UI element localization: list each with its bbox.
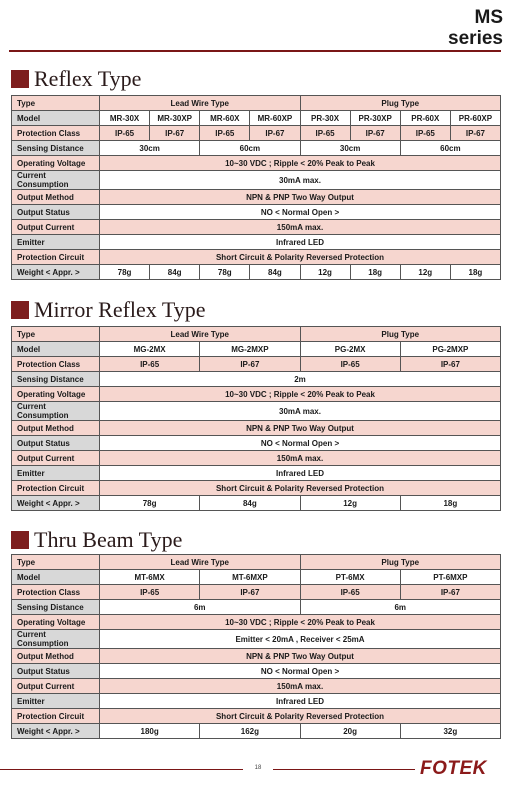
sensing-cell: 60cm	[400, 141, 500, 156]
table-row	[12, 664, 501, 679]
table-row	[12, 205, 501, 220]
row-label: Type	[12, 327, 100, 342]
series-code: MS	[474, 7, 503, 28]
table-row	[12, 570, 501, 585]
type-plug: Plug Type	[300, 96, 501, 111]
row-label: Weight < Appr. >	[12, 265, 100, 280]
model-cell: MG-2MXP	[200, 342, 300, 357]
row-label: Current Consumption	[12, 630, 100, 649]
row-label: Protection Circuit	[12, 481, 100, 496]
row-label: Operating Voltage	[12, 387, 100, 402]
type-plug: Plug Type	[300, 327, 501, 342]
table-row	[12, 451, 501, 466]
model-cell: PR-30X	[300, 111, 350, 126]
value-cell: 150mA max.	[100, 451, 501, 466]
model-cell: MR-60XP	[250, 111, 300, 126]
weight-cell: 162g	[200, 724, 300, 739]
table-row	[12, 649, 501, 664]
value-cell: Emitter < 20mA , Receiver < 25mA	[100, 630, 501, 649]
section-heading: Thru Beam Type	[34, 527, 183, 552]
protection-cell: IP-65	[300, 357, 400, 372]
row-label: Output Method	[12, 190, 100, 205]
protection-cell: IP-67	[200, 357, 300, 372]
weight-cell: 18g	[400, 496, 500, 511]
table-row	[12, 481, 501, 496]
weight-cell: 78g	[200, 265, 250, 280]
weight-cell: 18g	[350, 265, 400, 280]
protection-cell: IP-67	[400, 357, 500, 372]
table-row	[12, 555, 501, 570]
value-cell: Short Circuit & Polarity Reversed Protection	[100, 481, 501, 496]
type-plug: Plug Type	[300, 555, 501, 570]
value-cell: NO < Normal Open >	[100, 664, 501, 679]
row-label: Sensing Distance	[12, 141, 100, 156]
table-row	[12, 436, 501, 451]
value-cell: Infrared LED	[100, 466, 501, 481]
protection-cell: IP-67	[200, 585, 300, 600]
value-cell: Short Circuit & Polarity Reversed Protection	[100, 709, 501, 724]
row-label: Current Consumption	[12, 171, 100, 190]
table-row	[12, 342, 501, 357]
protection-cell: IP-65	[100, 357, 200, 372]
table-row	[12, 327, 501, 342]
spec-table-mirror-reflex	[11, 326, 501, 511]
table-row	[12, 265, 501, 280]
row-label: Emitter	[12, 235, 100, 250]
table-row	[12, 372, 501, 387]
weight-cell: 12g	[300, 496, 400, 511]
row-label: Output Status	[12, 436, 100, 451]
series-word: series	[448, 28, 503, 49]
table-row	[12, 421, 501, 436]
footer-divider-right	[273, 769, 415, 770]
weight-cell: 18g	[450, 265, 500, 280]
protection-cell: IP-65	[100, 585, 200, 600]
row-label: Protection Class	[12, 357, 100, 372]
table-row	[12, 156, 501, 171]
weight-cell: 78g	[100, 496, 200, 511]
model-cell: PR-30XP	[350, 111, 400, 126]
row-label: Output Current	[12, 451, 100, 466]
protection-cell: IP-67	[250, 126, 300, 141]
model-cell: MG-2MX	[100, 342, 200, 357]
value-cell: 30mA max.	[100, 402, 501, 421]
sensing-cell: 6m	[100, 600, 301, 615]
table-row	[12, 141, 501, 156]
row-label: Model	[12, 570, 100, 585]
row-label: Protection Class	[12, 126, 100, 141]
table-row	[12, 387, 501, 402]
model-cell: MR-30X	[100, 111, 150, 126]
row-label: Protection Circuit	[12, 709, 100, 724]
weight-cell: 180g	[100, 724, 200, 739]
row-label: Emitter	[12, 466, 100, 481]
table-row	[12, 585, 501, 600]
table-row	[12, 220, 501, 235]
spec-table-reflex	[11, 95, 501, 280]
value-cell: Short Circuit & Polarity Reversed Protection	[100, 250, 501, 265]
model-cell: PR-60XP	[450, 111, 500, 126]
row-label: Output Status	[12, 205, 100, 220]
table-row	[12, 709, 501, 724]
model-cell: PT-6MX	[300, 570, 400, 585]
row-label: Operating Voltage	[12, 615, 100, 630]
row-label: Output Status	[12, 664, 100, 679]
weight-cell: 12g	[300, 265, 350, 280]
table-row	[12, 250, 501, 265]
sensing-cell: 6m	[300, 600, 501, 615]
value-cell: 150mA max.	[100, 220, 501, 235]
section-heading: Reflex Type	[34, 66, 142, 91]
value-cell: 30mA max.	[100, 171, 501, 190]
row-label: Output Method	[12, 649, 100, 664]
model-cell: MT-6MXP	[200, 570, 300, 585]
model-cell: PG-2MX	[300, 342, 400, 357]
row-label: Type	[12, 555, 100, 570]
row-label: Protection Class	[12, 585, 100, 600]
type-lead: Lead Wire Type	[100, 96, 301, 111]
row-label: Output Method	[12, 421, 100, 436]
row-label: Model	[12, 342, 100, 357]
value-cell: Infrared LED	[100, 235, 501, 250]
table-row	[12, 96, 501, 111]
row-label: Sensing Distance	[12, 600, 100, 615]
table-row	[12, 190, 501, 205]
model-cell: MR-30XP	[150, 111, 200, 126]
table-row	[12, 466, 501, 481]
protection-cell: IP-65	[100, 126, 150, 141]
model-cell: PR-60X	[400, 111, 450, 126]
title-square-icon	[11, 301, 29, 319]
series-header	[448, 8, 503, 48]
weight-cell: 84g	[250, 265, 300, 280]
sensing-cell: 30cm	[100, 141, 200, 156]
title-square-icon	[11, 531, 29, 549]
row-label: Sensing Distance	[12, 372, 100, 387]
protection-cell: IP-65	[200, 126, 250, 141]
row-label: Protection Circuit	[12, 250, 100, 265]
protection-cell: IP-67	[450, 126, 500, 141]
fotek-logo: FOTEK	[420, 758, 487, 779]
model-cell: MR-60X	[200, 111, 250, 126]
row-label: Type	[12, 96, 100, 111]
protection-cell: IP-67	[150, 126, 200, 141]
table-row	[12, 126, 501, 141]
row-label: Weight < Appr. >	[12, 724, 100, 739]
table-row	[12, 171, 501, 190]
section-title-mirror-reflex	[11, 297, 206, 323]
value-cell: NPN & PNP Two Way Output	[100, 649, 501, 664]
table-row	[12, 600, 501, 615]
weight-cell: 32g	[400, 724, 500, 739]
value-cell: NO < Normal Open >	[100, 205, 501, 220]
type-lead: Lead Wire Type	[100, 555, 301, 570]
page-number: 18	[254, 765, 262, 771]
sensing-cell: 60cm	[200, 141, 300, 156]
row-label: Model	[12, 111, 100, 126]
value-cell: NO < Normal Open >	[100, 436, 501, 451]
footer-divider-left	[0, 769, 243, 770]
protection-cell: IP-67	[350, 126, 400, 141]
model-cell: PG-2MXP	[400, 342, 500, 357]
table-row	[12, 724, 501, 739]
header-divider	[9, 50, 501, 52]
table-row	[12, 679, 501, 694]
weight-cell: 84g	[200, 496, 300, 511]
value-cell: 10~30 VDC ; Ripple < 20% Peak to Peak	[100, 615, 501, 630]
value-cell: NPN & PNP Two Way Output	[100, 421, 501, 436]
type-lead: Lead Wire Type	[100, 327, 301, 342]
sensing-cell: 30cm	[300, 141, 400, 156]
table-row	[12, 235, 501, 250]
spec-table-thru-beam	[11, 554, 501, 739]
table-row	[12, 402, 501, 421]
table-row	[12, 630, 501, 649]
value-cell: 10~30 VDC ; Ripple < 20% Peak to Peak	[100, 387, 501, 402]
table-row	[12, 496, 501, 511]
title-square-icon	[11, 70, 29, 88]
protection-cell: IP-65	[300, 585, 400, 600]
model-cell: PT-6MXP	[400, 570, 500, 585]
section-heading: Mirror Reflex Type	[34, 297, 206, 322]
row-label: Output Current	[12, 679, 100, 694]
row-label: Weight < Appr. >	[12, 496, 100, 511]
row-label: Emitter	[12, 694, 100, 709]
row-label: Operating Voltage	[12, 156, 100, 171]
table-row	[12, 111, 501, 126]
model-cell: MT-6MX	[100, 570, 200, 585]
protection-cell: IP-65	[400, 126, 450, 141]
weight-cell: 12g	[400, 265, 450, 280]
value-cell: NPN & PNP Two Way Output	[100, 190, 501, 205]
weight-cell: 20g	[300, 724, 400, 739]
weight-cell: 84g	[150, 265, 200, 280]
value-cell: 150mA max.	[100, 679, 501, 694]
weight-cell: 78g	[100, 265, 150, 280]
row-label: Current Consumption	[12, 402, 100, 421]
table-row	[12, 615, 501, 630]
protection-cell: IP-65	[300, 126, 350, 141]
section-title-thru-beam	[11, 527, 182, 553]
value-cell: Infrared LED	[100, 694, 501, 709]
section-title-reflex	[11, 66, 141, 92]
row-label: Output Current	[12, 220, 100, 235]
sensing-cell: 2m	[100, 372, 501, 387]
value-cell: 10~30 VDC ; Ripple < 20% Peak to Peak	[100, 156, 501, 171]
protection-cell: IP-67	[400, 585, 500, 600]
table-row	[12, 357, 501, 372]
table-row	[12, 694, 501, 709]
